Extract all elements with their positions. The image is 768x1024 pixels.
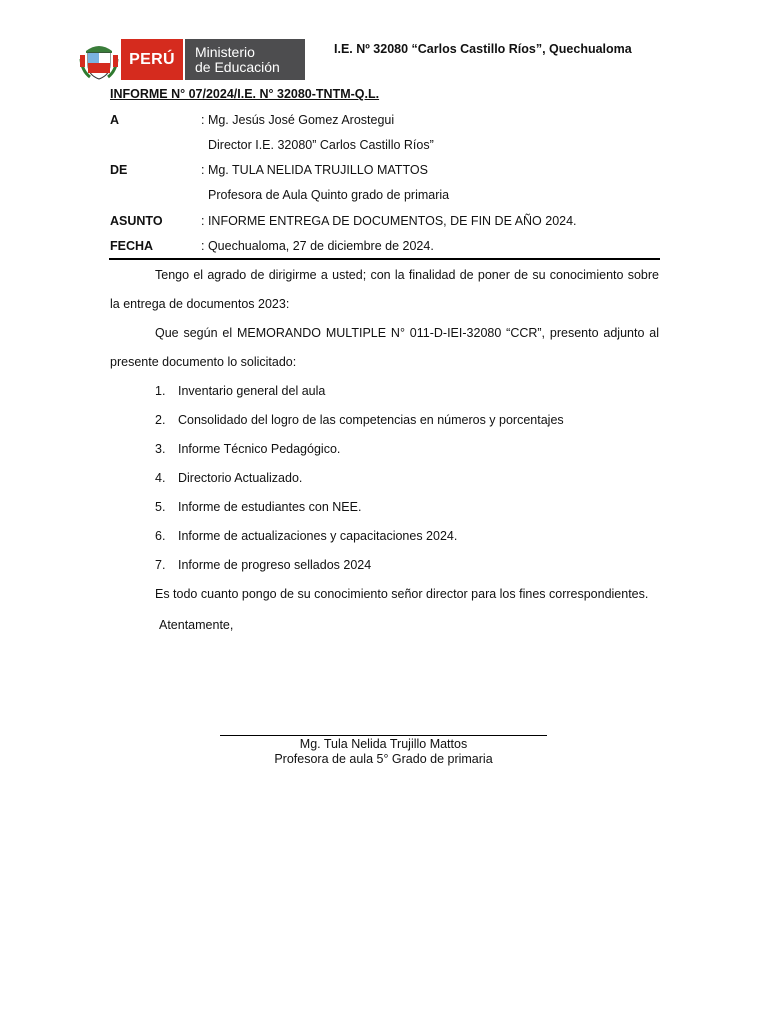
signer-name: Mg. Tula Nelida Trujillo Mattos	[299, 737, 468, 751]
to-role: Director I.E. 32080” Carlos Castillo Ríos”	[208, 138, 434, 152]
date-label: FECHA	[110, 239, 154, 253]
list-item: Informe de actualizaciones y capacitaciones 2024.	[178, 529, 458, 543]
list-item-number: 3.	[155, 442, 166, 456]
closing-paragraph: Es todo cuanto pongo de su conocimiento señor director para los fines correspondientes.	[155, 587, 649, 601]
header-divider	[109, 258, 660, 260]
logo-ministry	[185, 39, 305, 80]
list-item: Informe Técnico Pedagógico.	[178, 442, 341, 456]
signature-line	[220, 735, 547, 736]
to-name: : Mg. Jesús José Gomez Arostegui	[201, 113, 395, 127]
list-item-number: 7.	[155, 558, 166, 572]
list-item: Consolidado del logro de las competencias en números y porcentajes	[178, 413, 564, 427]
from-label: DE	[110, 163, 128, 177]
list-item-number: 5.	[155, 500, 166, 514]
from-role: Profesora de Aula Quinto grado de primaria	[208, 188, 450, 202]
list-item-number: 4.	[155, 471, 166, 485]
paragraph-1-line-2: la entrega de documentos 2023:	[110, 297, 290, 311]
subject-value: : INFORME ENTREGA DE DOCUMENTOS, DE FIN DE AÑO 2024.	[201, 214, 577, 228]
to-label: A	[110, 113, 120, 127]
date-value: : Quechualoma, 27 de diciembre de 2024.	[201, 239, 434, 253]
paragraph-2-line-1: Que según el MEMORANDO MULTIPLE N° 011-D-IEI-32080 “CCR”, presento adjunto al	[155, 326, 659, 340]
logo-ministry-line2: de Educación	[195, 58, 280, 75]
list-item-number: 6.	[155, 529, 166, 543]
regards-text: Atentamente,	[159, 618, 234, 632]
from-name: : Mg. TULA NELIDA TRUJILLO MATTOS	[201, 163, 428, 177]
paragraph-1-line-1: Tengo el agrado de dirigirme a usted; con la finalidad de poner de su conocimiento sobre	[155, 268, 659, 282]
list-item: Inventario general del aula	[178, 384, 326, 398]
list-item-number: 2.	[155, 413, 166, 427]
logo-peru: PERÚ	[121, 39, 183, 80]
school-name: I.E. Nº 32080 “Carlos Castillo Ríos”, Quechualoma	[334, 42, 632, 56]
report-title: INFORME N° 07/2024/I.E. N° 32080-TNTM-Q.L.	[110, 87, 380, 101]
list-item: Informe de progreso sellados 2024	[178, 558, 372, 572]
list-item-number: 1.	[155, 384, 166, 398]
subject-label: ASUNTO	[110, 214, 163, 228]
paragraph-2-line-2: presente documento lo solicitado:	[110, 355, 297, 369]
signer-role: Profesora de aula 5° Grado de primaria	[274, 752, 493, 766]
list-item: Informe de estudiantes con NEE.	[178, 500, 362, 514]
peru-coat-of-arms-icon	[78, 39, 120, 81]
list-item: Directorio Actualizado.	[178, 471, 303, 485]
logo-ministry-line1: Ministerio	[195, 43, 255, 60]
